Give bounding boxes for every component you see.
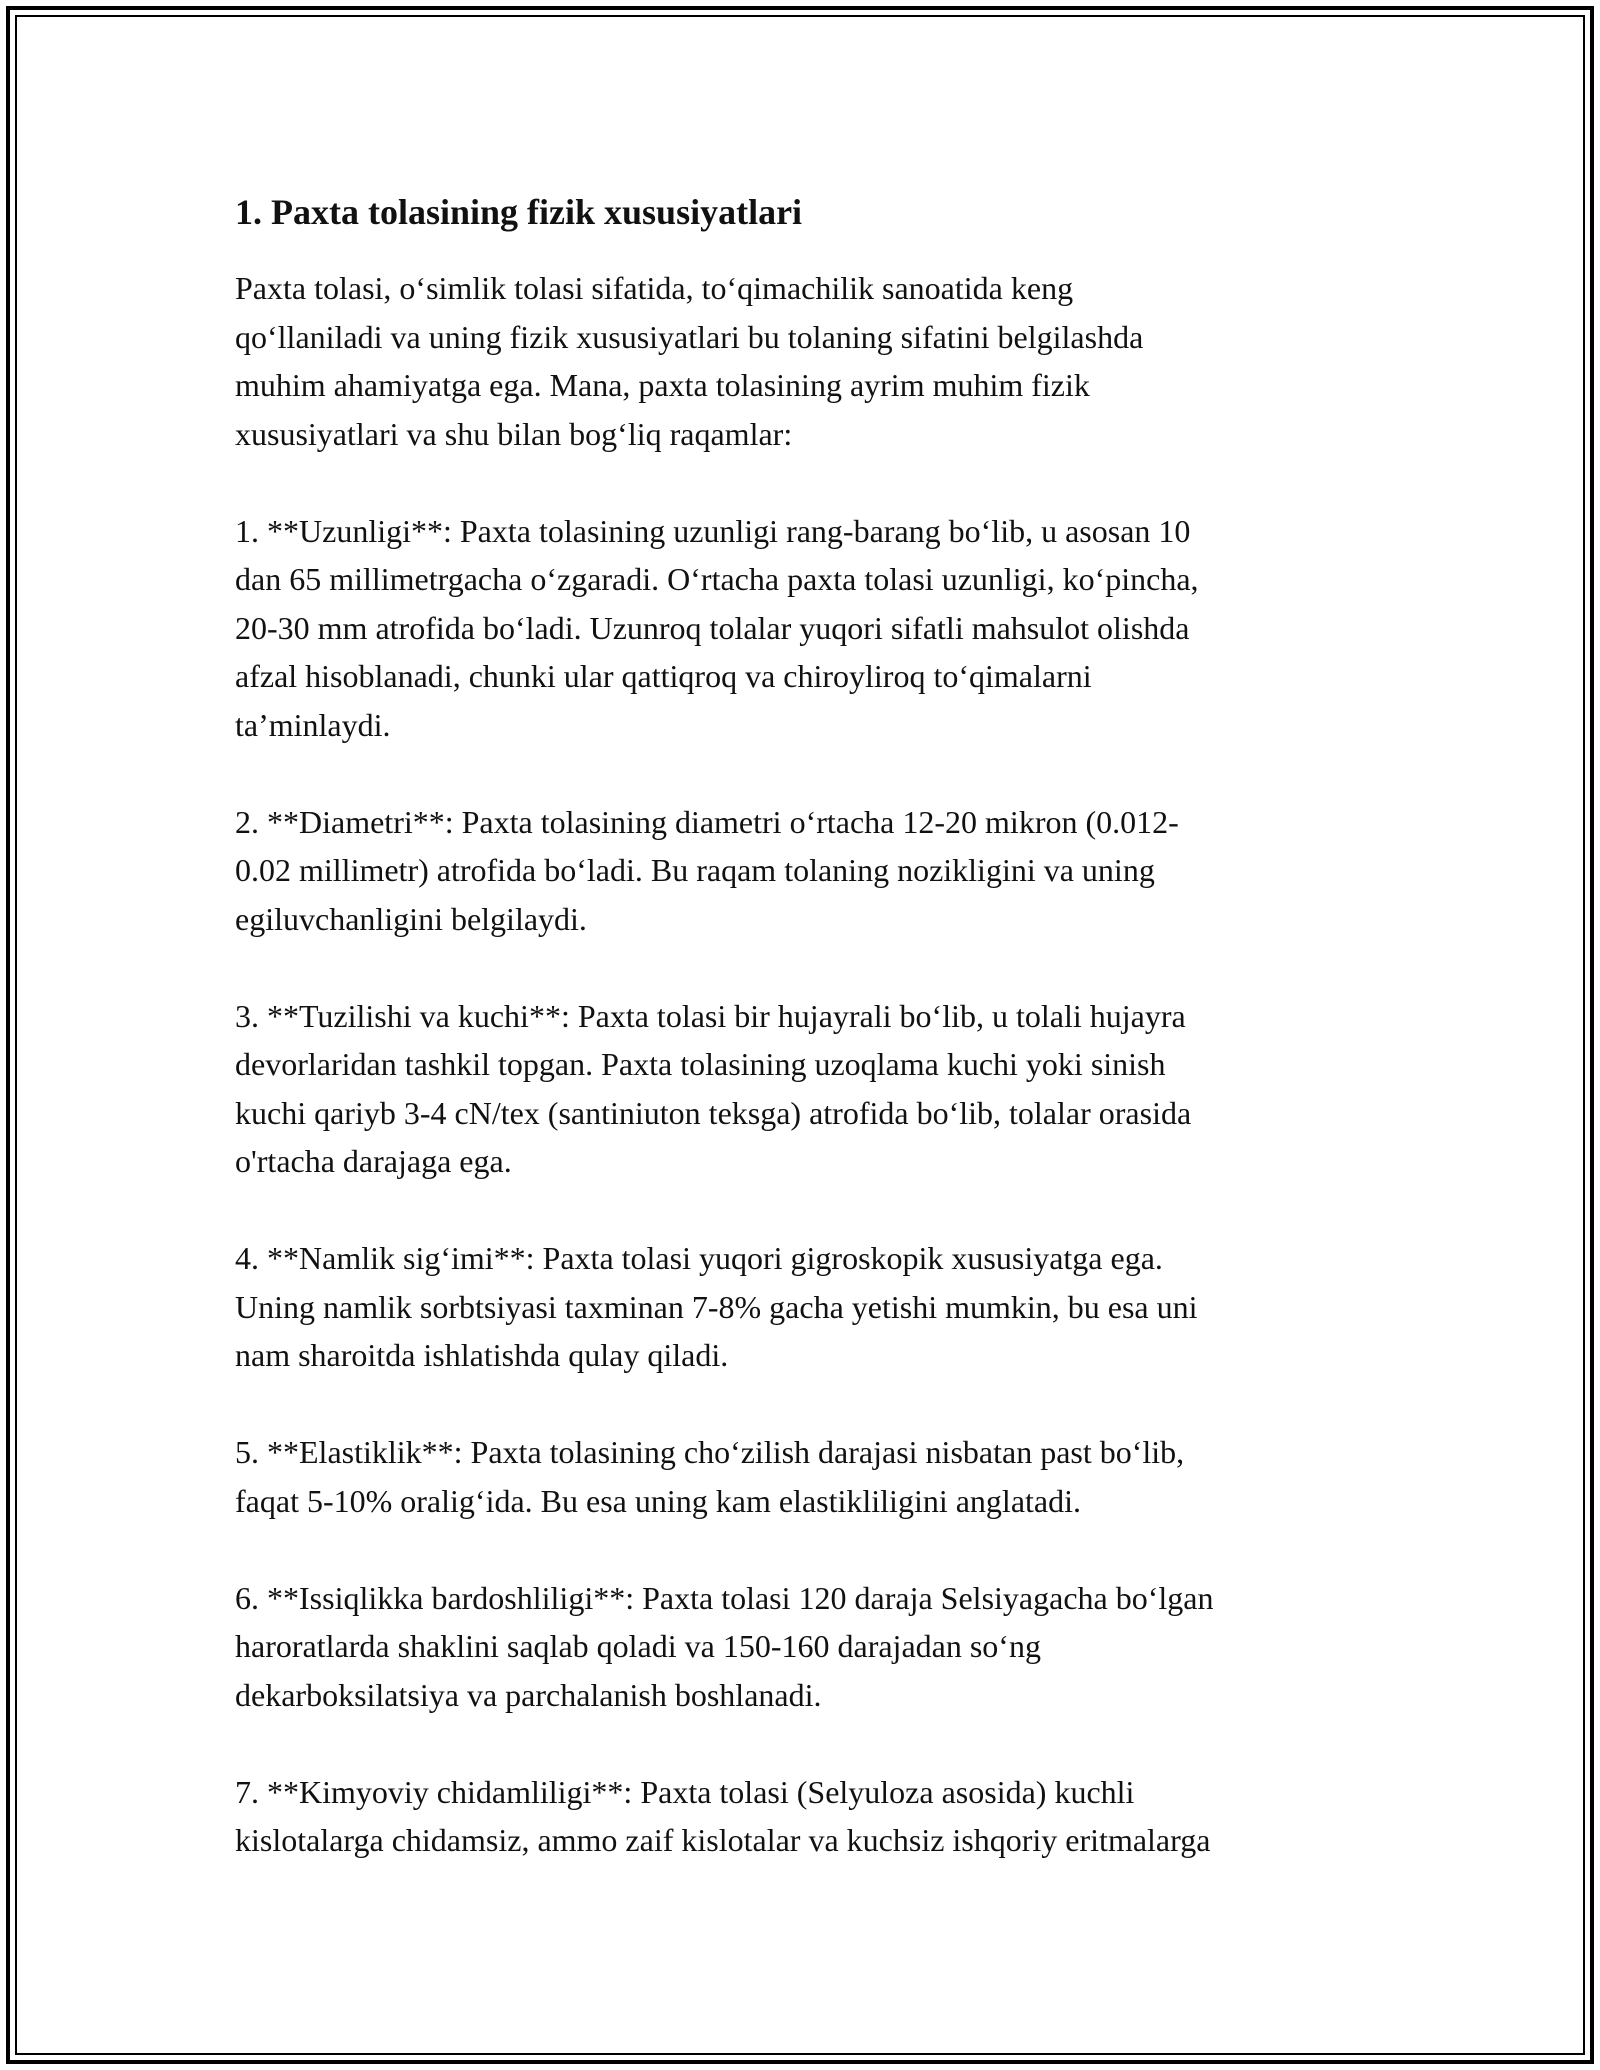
paragraph-structure-strength: 3. **Tuzilishi va kuchi**: Paxta tolasi bir hujayrali bo‘lib, u tolali hujayra devorlaridan tashkil topgan. Paxta tolasining uzoqlama kuchi yoki sinish kuchi qariyb 3-4 cN/tex (santiniuton teksga) atrofida bo‘lib, tolalar orasida o'rtacha darajaga ega. xyxy=(235,997,1192,1179)
paragraph-diameter: 2. **Diametri**: Paxta tolasining diametri o‘rtacha 12-20 mikron (0.012- 0.02 millimetr) atrofida bo‘ladi. Bu raqam tolaning nozikligini va uning egiluvchanligini belgilaydi. xyxy=(235,803,1179,937)
paragraph-moisture: 4. **Namlik sig‘imi**: Paxta tolasi yuqori gigroskopik xususiyatga ega. Uning namlik sorbtsiyasi taxminan 7-8% gacha yetishi mumkin, bu esa uni nam sharoitda ishlatishda qulay qiladi. xyxy=(235,1240,1198,1373)
document-body xyxy=(235,186,1375,1913)
paragraph-elasticity: 5. **Elastiklik**: Paxta tolasining cho‘zilish darajasi nisbatan past bo‘lib, faqat 5-10% oralig‘ida. Bu esa uning kam elastikliligini anglatadi. xyxy=(235,1434,1185,1519)
paragraph-length: 1. **Uzunligi**: Paxta tolasining uzunligi rang-barang bo‘lib, u asosan 10 dan 65 millimetrgacha o‘zgaradi. O‘rtacha paxta tolasi uzunligi, ko‘pincha, 20-30 mm atrofida bo‘ladi. Uzunroq tolalar yuqori sifatli mahsulot olishda afzal hisoblanadi, chunki ular qattiqroq va chiroyliroq to‘qimalarni ta’minlaydi. xyxy=(235,512,1199,743)
section-heading: 1. Paxta tolasining fizik xususiyatlari xyxy=(235,192,803,232)
paragraph-chemical-resistance: 7. **Kimyoviy chidamliligi**: Paxta tolasi (Selyuloza asosida) kuchli kislotalarga chidamsiz, ammo zaif kislotalar va kuchsiz ishqoriy eritmalarga xyxy=(235,1773,1211,1858)
paragraph-heat-resistance: 6. **Issiqlikka bardoshliligi**: Paxta tolasi 120 daraja Selsiyagacha bo‘lgan haroratlarda shaklini saqlab qoladi va 150-160 darajadan so‘ng dekarboksilatsiya va parchalanish boshlanadi. xyxy=(235,1579,1214,1713)
intro-paragraph: Paxta tolasi, o‘simlik tolasi sifatida, to‘qimachilik sanoatida keng qo‘llaniladi va uning fizik xususiyatlari bu tolaning sifatini belgilashda muhim ahamiyatga ega. Mana, paxta tolasining ayrim muhim fizik xususiyatlari va shu bilan bog‘liq raqamlar: xyxy=(235,270,1144,452)
